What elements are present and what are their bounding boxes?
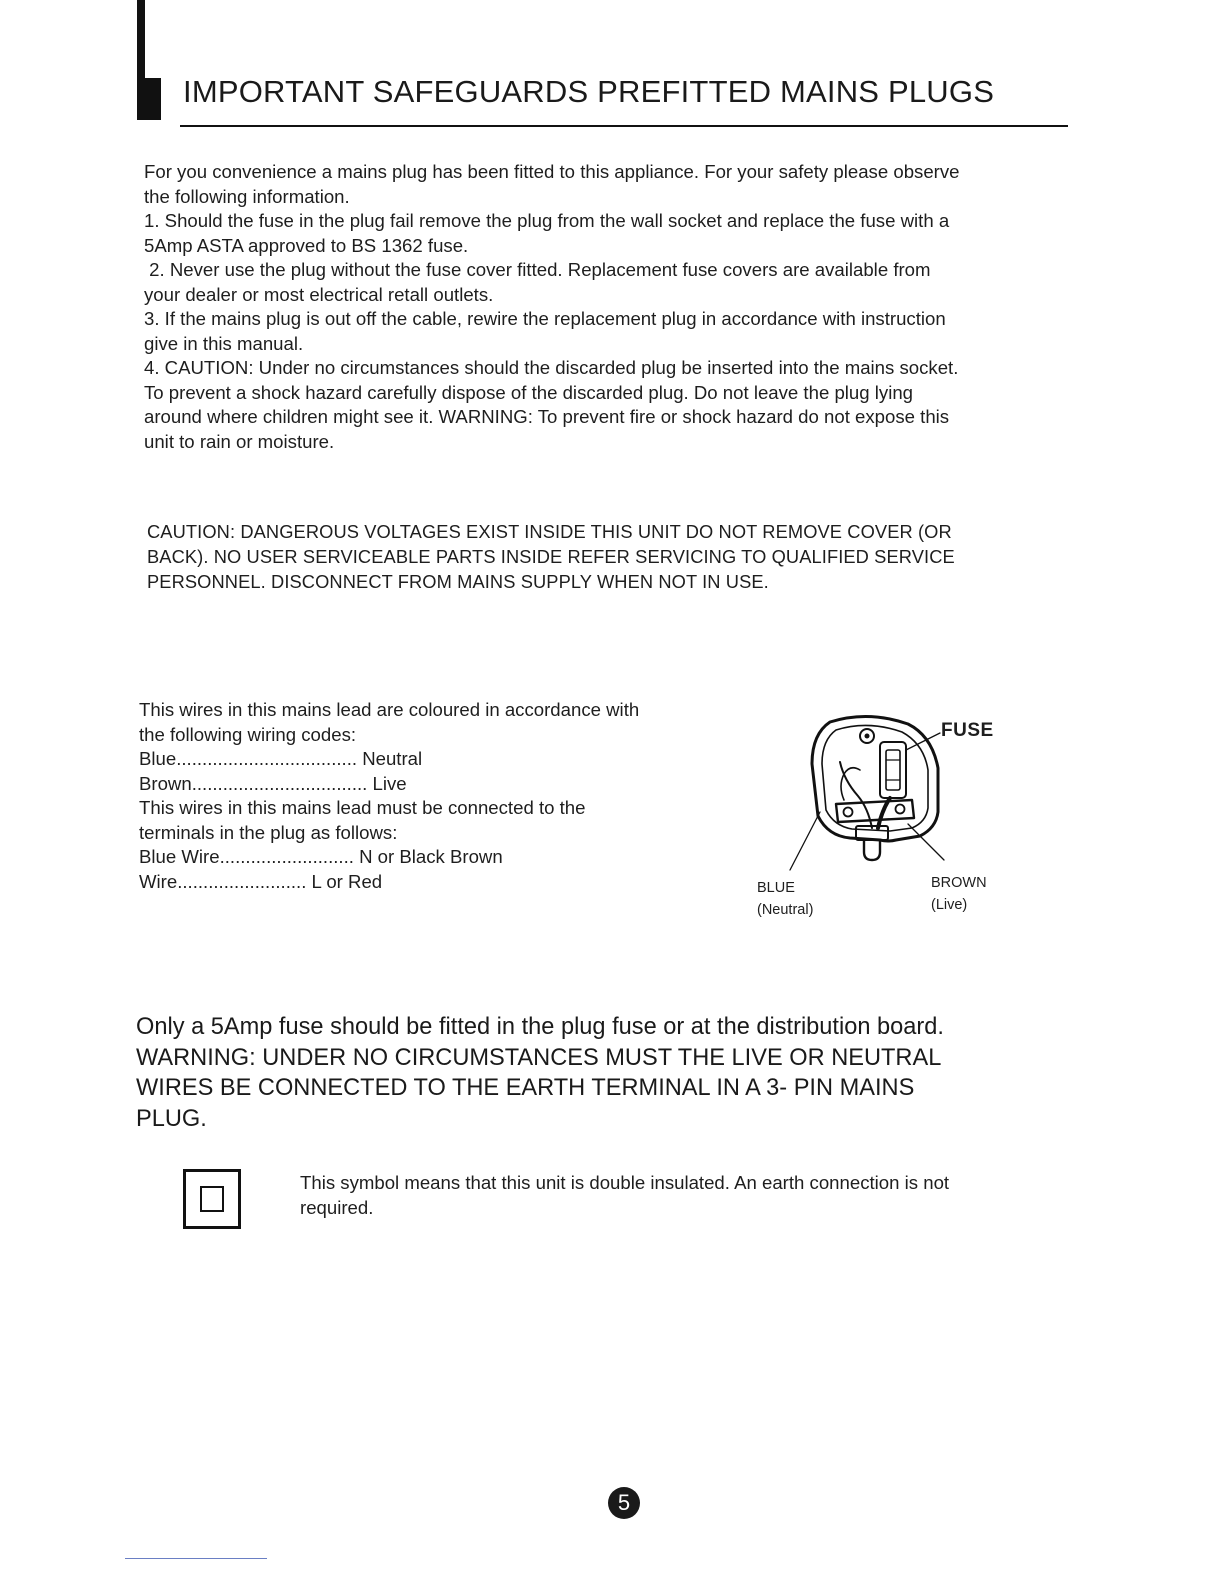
header-accent-block (137, 78, 161, 120)
page-number: 5 (608, 1487, 640, 1519)
wiring-line: Wire......................... L or Red (139, 870, 383, 892)
wiring-line: terminals in the plug as follows: (139, 821, 398, 843)
intro-line: 3. If the mains plug is out off the cable, rewire the replacement plug in accordance with instruction (144, 308, 946, 329)
header-accent-bar (137, 0, 145, 80)
warning-line: WARNING: UNDER NO CIRCUMSTANCES MUST THE LIVE OR NEUTRAL (136, 1044, 942, 1071)
caution-line: PERSONNEL. DISCONNECT FROM MAINS SUPPLY WHEN NOT IN USE. (147, 571, 769, 592)
fuse-label: FUSE (941, 720, 994, 741)
intro-line: 1. Should the fuse in the plug fail remove the plug from the wall socket and replace the fuse with a (144, 210, 950, 231)
caution-line: CAUTION: DANGEROUS VOLTAGES EXIST INSIDE THIS UNIT DO NOT REMOVE COVER (OR (147, 521, 952, 542)
intro-line: 4. CAUTION: Under no circumstances should the discarded plug be inserted into the mains socket. (144, 357, 959, 378)
blue-label-sub: (Neutral) (757, 902, 814, 918)
wiring-line: Blue Wire.......................... N or Black Brown (139, 846, 503, 867)
intro-line: the following information. (144, 185, 350, 207)
wiring-line: Blue................................... Neutral (139, 748, 423, 769)
caution-section (147, 519, 1092, 594)
title-divider (180, 125, 1068, 127)
intro-line: 2. Never use the plug without the fuse cover fitted. Replacement fuse covers are available from (144, 259, 931, 280)
di-line: required. (300, 1197, 374, 1218)
blue-label-text: BLUE (757, 880, 795, 896)
intro-line: To prevent a shock hazard carefully dispose of the discarded plug. Do not leave the plug lying (144, 381, 914, 403)
double-insulation-note (300, 1170, 1060, 1220)
intro-section (144, 160, 1084, 454)
intro-line: 5Amp ASTA approved to BS 1362 fuse. (144, 234, 469, 256)
wiring-line: This wires in this mains lead must be connected to the (139, 797, 586, 818)
warning-line: PLUG. (136, 1105, 207, 1132)
warning-section (136, 1012, 1096, 1134)
blue-wire-label (757, 877, 813, 921)
di-line: This symbol means that this unit is double insulated. An earth connection is not (300, 1172, 950, 1193)
brown-label-text: BROWN (931, 875, 987, 891)
intro-line: around where children might see it. WARNING: To prevent fire or shock hazard do not expose this (144, 406, 950, 427)
intro-line: unit to rain or moisture. (144, 430, 335, 452)
brown-label-sub: (Live) (931, 897, 968, 913)
wiring-line: the following wiring codes: (139, 723, 357, 745)
page-title: IMPORTANT SAFEGUARDS PREFITTED MAINS PLUGS (183, 74, 995, 109)
wiring-line: This wires in this mains lead are coloured in accordance with (139, 699, 640, 720)
wiring-line: Brown.................................. Live (139, 772, 407, 794)
brown-wire-label (931, 872, 987, 916)
intro-line: For you convenience a mains plug has been fitted to this appliance. For your safety please observe (144, 161, 960, 182)
intro-line: give in this manual. (144, 332, 304, 354)
double-insulation-inner-square (200, 1186, 224, 1212)
footer-rule (125, 1558, 267, 1559)
warning-line: Only a 5Amp fuse should be fitted in the plug fuse or at the distribution board. (136, 1014, 944, 1040)
intro-line: your dealer or most electrical retall outlets. (144, 283, 494, 305)
wiring-codes-section (139, 698, 759, 894)
double-insulation-icon (183, 1169, 241, 1229)
caution-line: BACK). NO USER SERVICEABLE PARTS INSIDE REFER SERVICING TO QUALIFIED SERVICE (147, 546, 955, 567)
plug-wiring-diagram (740, 700, 1040, 930)
warning-line: WIRES BE CONNECTED TO THE EARTH TERMINAL IN A 3- PIN MAINS (136, 1075, 915, 1101)
